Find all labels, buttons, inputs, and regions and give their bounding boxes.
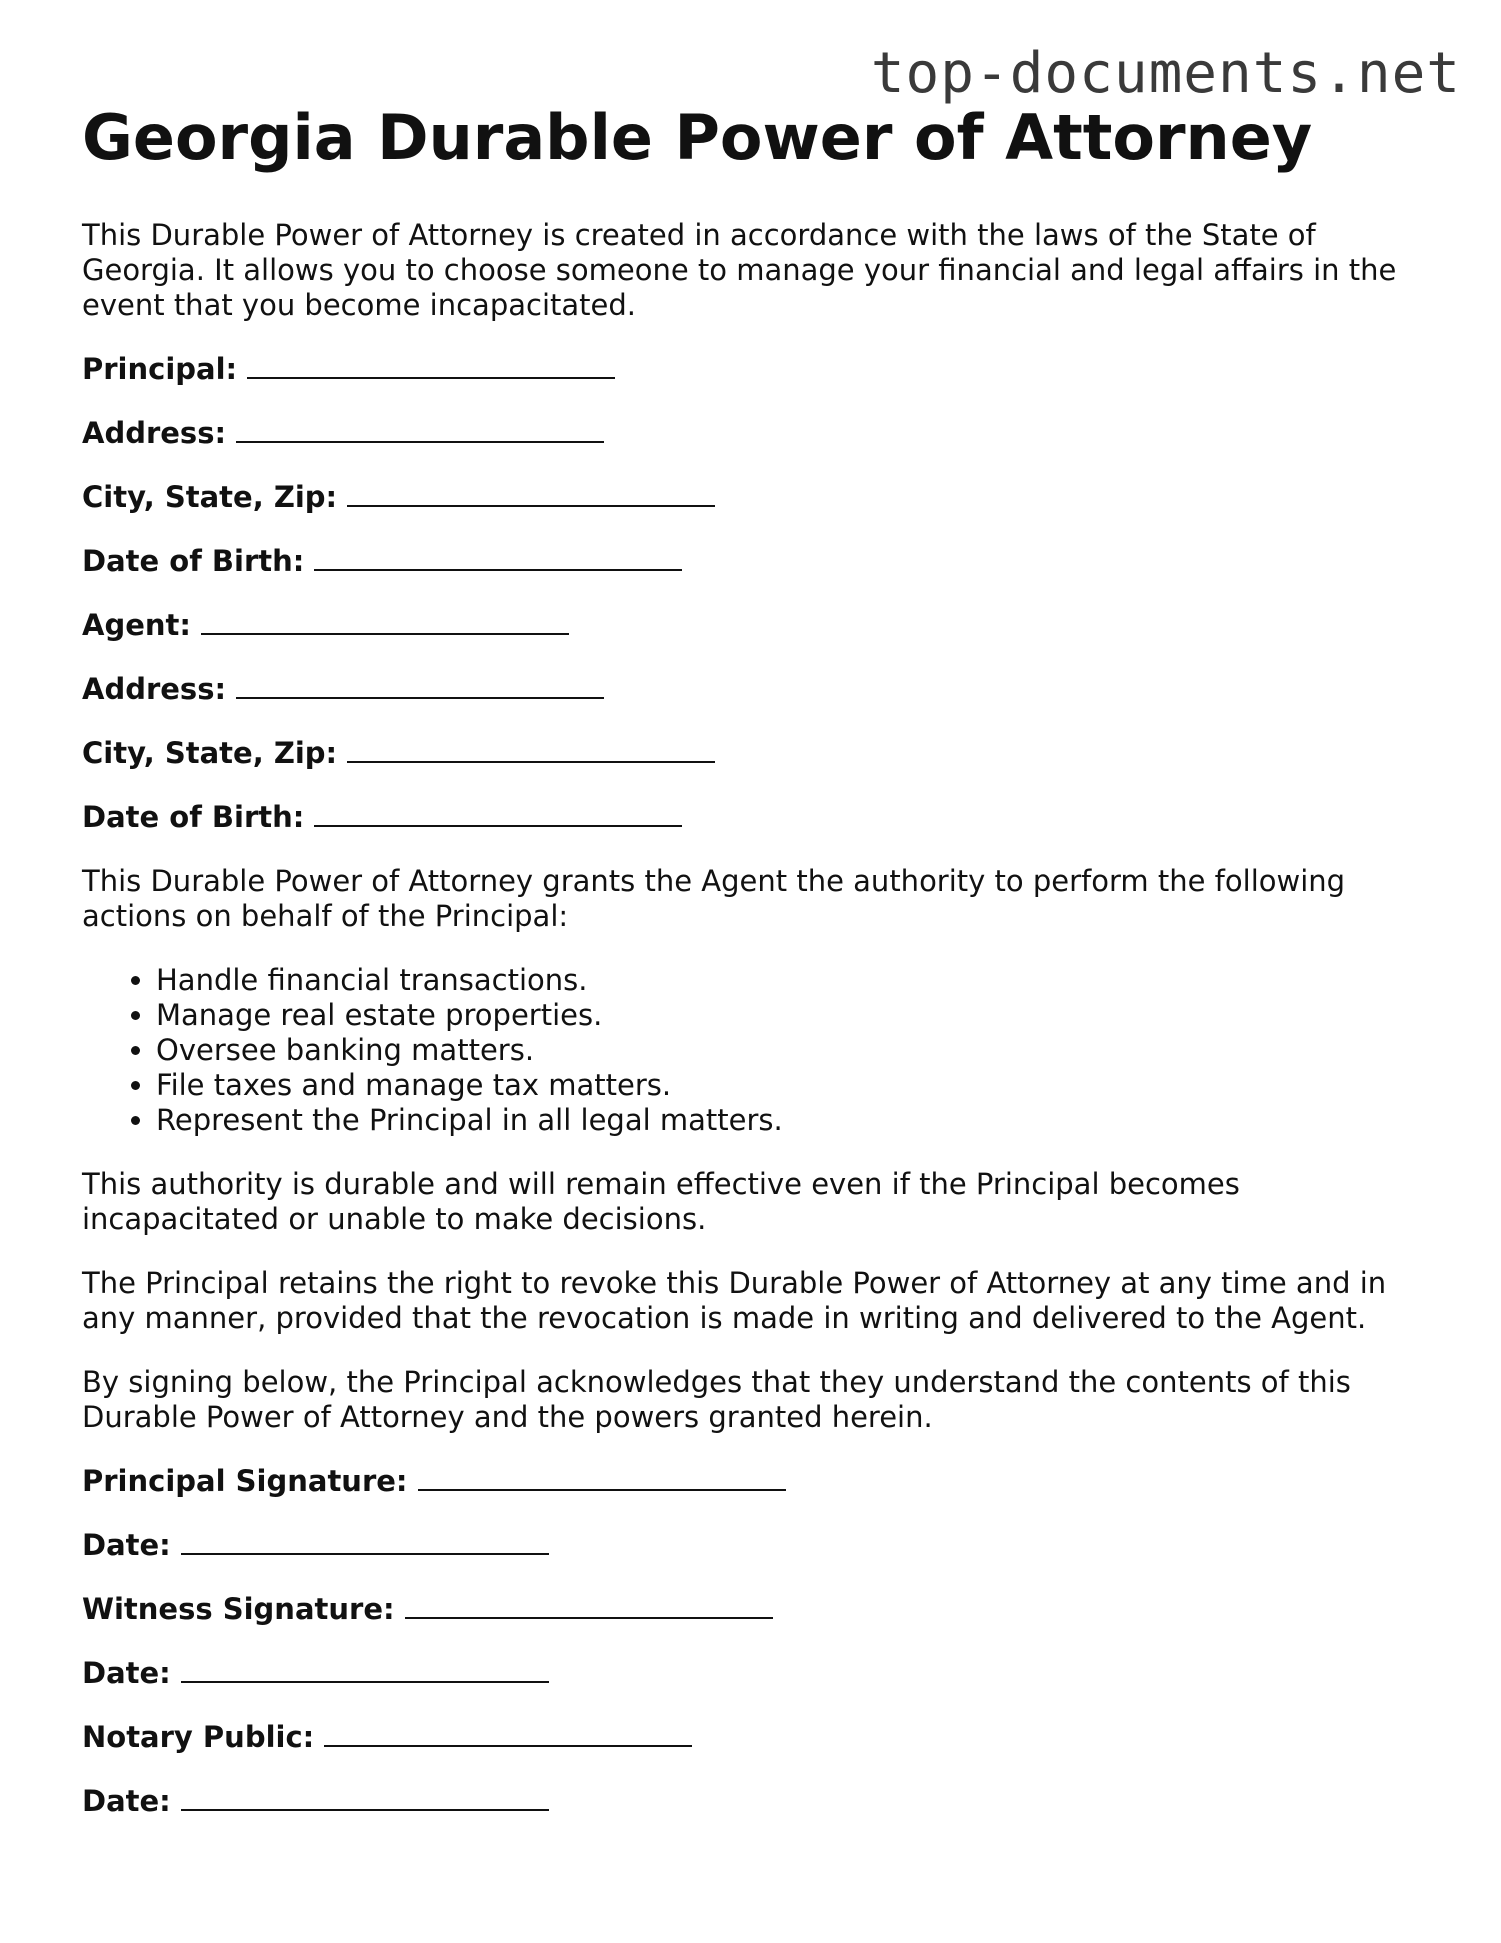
agent-city-state-zip-blank[interactable] [347,737,715,763]
witness-date-field[interactable] [82,1656,1422,1691]
principal-date-field[interactable] [82,1528,1422,1563]
field-label: Agent: [82,608,191,643]
list-item: • Manage real estate properties. [156,998,1422,1033]
principal-signature-field[interactable] [82,1464,1422,1499]
principal-date-blank[interactable] [181,1529,549,1555]
principal-dob-field[interactable] [82,544,1422,579]
powers-list [82,963,1422,1138]
agent-address-field[interactable] [82,672,1422,707]
agent-name-field[interactable] [82,608,1422,643]
principal-signature-blank[interactable] [418,1465,786,1491]
agent-city-state-zip-field[interactable] [82,736,1422,771]
field-label: Principal Signature: [82,1464,408,1499]
field-label: Date: [82,1656,171,1691]
durability-paragraph: This authority is durable and will remain effective even if the Principal becomes incapacitated or unable to make decisions. [82,1167,1240,1237]
page-title: Georgia Durable Power of Attorney [82,101,1313,174]
principal-city-state-zip-field[interactable] [82,480,1422,515]
field-label: City, State, Zip: [82,480,338,515]
witness-date-blank[interactable] [181,1657,549,1683]
notary-public-field[interactable] [82,1720,1422,1755]
field-label: Notary Public: [82,1720,315,1755]
principal-address-blank[interactable] [236,417,604,443]
agent-address-blank[interactable] [236,673,604,699]
field-label: Address: [82,416,227,451]
principal-dob-blank[interactable] [314,545,682,571]
field-label: Date of Birth: [82,800,305,835]
notary-public-blank[interactable] [324,1721,692,1747]
grant-paragraph: This Durable Power of Attorney grants the Agent the authority to perform the following actions on behalf of the Principal: [82,864,1346,934]
principal-address-field[interactable] [82,416,1422,451]
field-label: Principal: [82,352,238,387]
field-label: Date: [82,1528,171,1563]
principal-name-blank[interactable] [247,353,615,379]
field-label: Witness Signature: [82,1592,395,1627]
field-label: Date of Birth: [82,544,305,579]
witness-signature-field[interactable] [82,1592,1422,1627]
agent-dob-field[interactable] [82,800,1422,835]
watermark: top-documents.net [870,41,1461,106]
witness-signature-blank[interactable] [405,1593,773,1619]
principal-name-field[interactable] [82,352,1422,387]
field-label: Date: [82,1784,171,1819]
list-item: • Handle financial transactions. [156,963,1422,998]
field-label: Address: [82,672,227,707]
list-item: • Represent the Principal in all legal matters. [156,1103,1422,1138]
notary-date-field[interactable] [82,1784,1422,1819]
agent-dob-blank[interactable] [314,801,682,827]
list-item: • Oversee banking matters. [156,1033,1422,1068]
revocation-paragraph: The Principal retains the right to revoke this Durable Power of Attorney at any time and in any manner, provided that the revocation is made in writing and delivered to the Agent. [82,1266,1387,1336]
document-body [82,101,1422,1848]
notary-date-blank[interactable] [181,1785,549,1811]
principal-city-state-zip-blank[interactable] [347,481,715,507]
list-item: • File taxes and manage tax matters. [156,1068,1422,1103]
intro-paragraph: This Durable Power of Attorney is created in accordance with the laws of the State of Georgia. It allows you to choose someone to manage your financial and legal affairs in the event that you become incapacitated. [82,218,1397,323]
agent-name-blank[interactable] [201,609,569,635]
acknowledgment-paragraph: By signing below, the Principal acknowledges that they understand the contents of this Durable Power of Attorney and the powers granted herein. [82,1365,1351,1435]
field-label: City, State, Zip: [82,736,338,771]
